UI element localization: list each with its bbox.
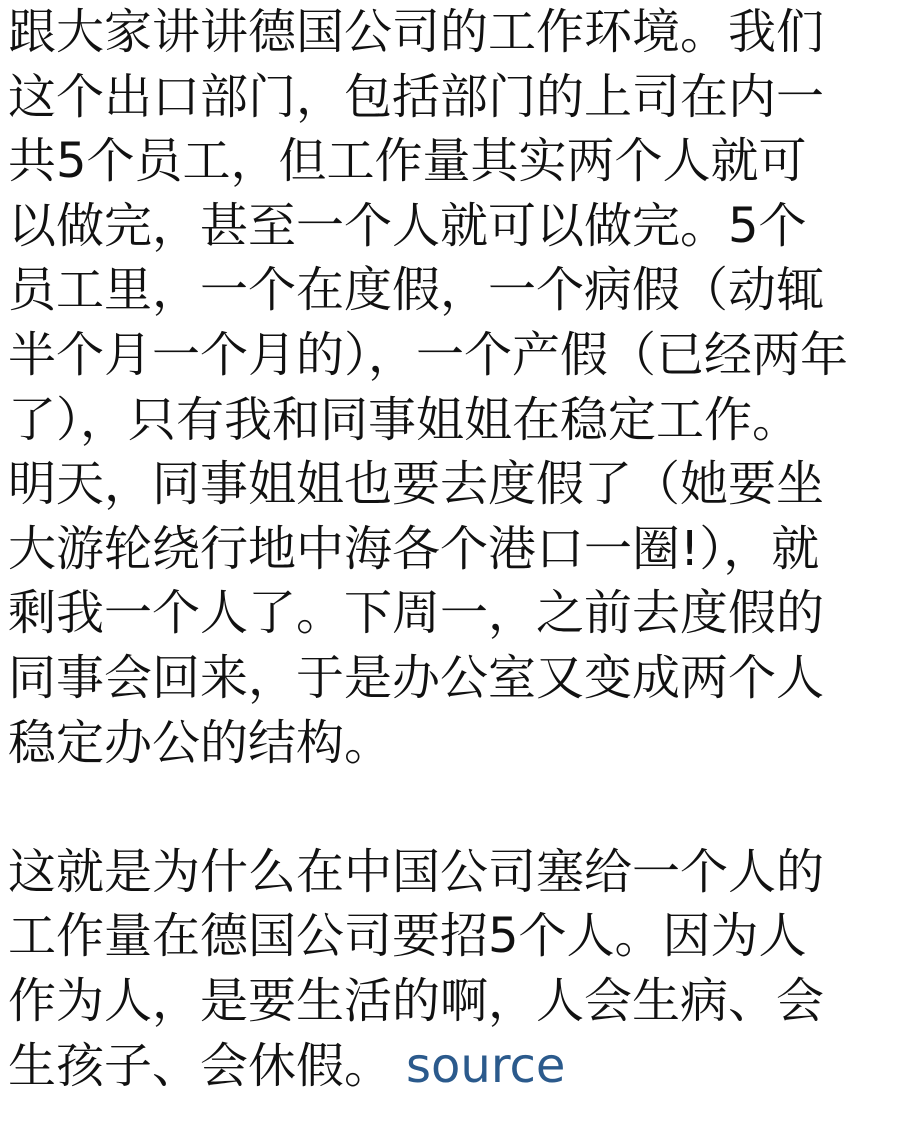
text-line: 生孩子、会休假。	[8, 1037, 393, 1094]
post-body	[8, 0, 908, 1098]
text-line: 剩我一个人了。下周一，之前去度假的	[8, 585, 825, 642]
text-line: 这就是为什么在中国公司塞给一个人的	[8, 843, 825, 900]
last-line	[8, 1034, 908, 1099]
text-line: 了），只有我和同事姐姐在稳定工作。	[8, 391, 801, 448]
text-line: 共5个员工，但工作量其实两个人就可	[8, 133, 807, 190]
text-line: 稳定办公的结构。	[8, 714, 393, 771]
text-line: 明天，同事姐姐也要去度假了（她要坐	[8, 456, 825, 513]
text-line: 员工里，一个在度假，一个病假（动辄	[8, 262, 825, 319]
text-line: 大游轮绕行地中海各个港口一圈!），就	[8, 520, 820, 577]
text-line: 作为人，是要生活的啊，人会生病、会	[8, 972, 825, 1029]
text-line: 这个出口部门，包括部门的上司在内一	[8, 68, 825, 125]
text-line: 以做完，甚至一个人就可以做完。5个	[8, 197, 807, 254]
paragraph-1	[8, 0, 908, 775]
text-line: 半个月一个月的），一个产假（已经两年	[8, 326, 849, 383]
text-line: 跟大家讲讲德国公司的工作环境。我们	[8, 4, 825, 60]
paragraph-gap	[8, 775, 908, 840]
text-line: 工作量在德国公司要招5个人。因为人	[8, 908, 807, 965]
text-line: 同事会回来，于是办公室又变成两个人	[8, 649, 825, 706]
source-link[interactable]: source	[406, 1037, 566, 1094]
paragraph-2	[8, 840, 908, 1098]
